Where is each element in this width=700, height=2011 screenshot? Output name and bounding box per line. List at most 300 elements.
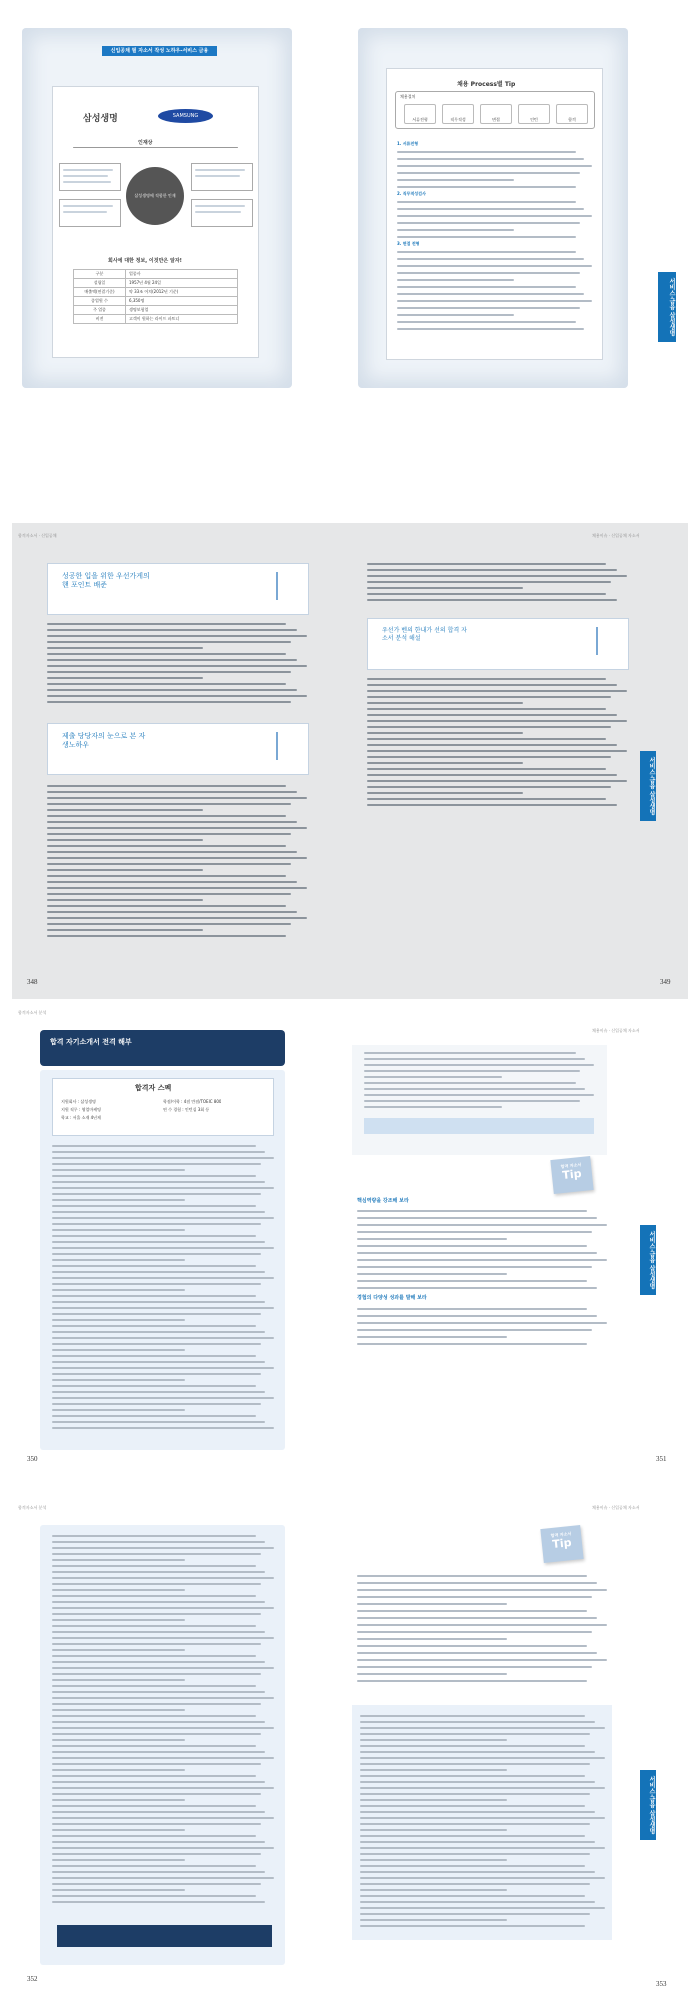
process-step: 서류전형 — [404, 104, 436, 124]
text-line — [357, 1308, 587, 1310]
spread-3: 합격자소서 분석 채용이슈 · 신입공채 자소서 합격 자기소개서 전격 해부 합격자 스펙 지원회사 : 삼성생명 학점/어학 : 4점 만점/TOEIC 800 지원 직무 : 영업마케팅 연 수 경험 : 인턴십 3회 등 학교 : 서울 소재 4년제 350 합격 자소서 Tip 핵심역량을 강조해 보라 경험의 다양성 성과를 말해 보라 서비스·금융 삼성생명 351 — [18, 1010, 667, 1463]
table-row — [74, 315, 238, 324]
page-2-cover — [358, 28, 628, 388]
process-box: 채용절차 서류전형 직무적성 면접 인턴 합격 — [395, 91, 595, 129]
text-line — [357, 1610, 587, 1612]
side-tab-p353: 서비스·금융 삼성생명 — [640, 1770, 656, 1840]
text-line — [52, 1835, 256, 1837]
p350-dark-title: 합격 자기소개서 전격 해부 — [40, 1030, 285, 1066]
page-1-cover — [22, 28, 292, 388]
text-line — [47, 689, 297, 691]
text-line — [47, 797, 307, 799]
text-line — [52, 1319, 185, 1321]
text-line — [52, 1187, 274, 1189]
text-line — [52, 1787, 274, 1789]
text-line — [360, 1817, 605, 1819]
text-line — [52, 1685, 256, 1687]
text-line — [357, 1666, 592, 1668]
text-line — [367, 696, 611, 698]
text-line — [52, 1691, 265, 1693]
side-tab-p351: 서비스·금융 삼성생명 — [640, 1225, 656, 1295]
text-line — [397, 328, 584, 330]
text-line — [52, 1589, 185, 1591]
text-line — [367, 690, 627, 692]
process-step: 인턴 — [518, 104, 550, 124]
text-line — [364, 1082, 576, 1084]
text-line — [357, 1280, 587, 1282]
text-line — [47, 923, 291, 925]
text-line — [357, 1329, 592, 1331]
text-line — [357, 1266, 592, 1268]
text-line — [47, 911, 297, 913]
text-line — [52, 1295, 256, 1297]
text-line — [52, 1823, 261, 1825]
text-line — [52, 1865, 256, 1867]
p348-box-2: 제출 당당자의 눈으로 본 자 생노하우 — [47, 723, 309, 775]
text-line — [367, 792, 523, 794]
text-line — [357, 1603, 507, 1605]
section-3-title: 3. 면접 전형 — [397, 241, 420, 246]
text-line — [52, 1331, 265, 1333]
text-line — [52, 1367, 274, 1369]
text-line — [52, 1721, 265, 1723]
text-line — [52, 1625, 256, 1627]
text-line — [360, 1769, 507, 1771]
text-line — [397, 179, 514, 181]
text-line — [52, 1607, 274, 1609]
text-line — [52, 1877, 274, 1879]
text-line — [360, 1829, 507, 1831]
text-line — [364, 1064, 594, 1066]
text-line — [52, 1247, 274, 1249]
spec-box: 합격자 스펙 지원회사 : 삼성생명 학점/어학 : 4점 만점/TOEIC 800 지원 직무 : 영업마케팅 연 수 경험 : 인턴십 3회 등 학교 : 서울 소재 4년제 — [52, 1078, 274, 1136]
text-line — [47, 695, 307, 697]
text-line — [52, 1361, 265, 1363]
text-line — [360, 1715, 585, 1717]
text-line — [52, 1859, 185, 1861]
text-line — [47, 845, 286, 847]
text-line — [52, 1733, 261, 1735]
text-line — [367, 786, 611, 788]
text-line — [52, 1565, 256, 1567]
text-line — [357, 1224, 607, 1226]
text-line — [364, 1052, 576, 1054]
text-line — [360, 1895, 585, 1897]
text-line — [52, 1637, 274, 1639]
text-line — [52, 1631, 265, 1633]
text-line — [52, 1163, 261, 1165]
table-row-label: 설립일 — [74, 279, 126, 288]
process-step: 합격 — [556, 104, 588, 124]
text-line — [364, 1094, 594, 1096]
text-line — [52, 1781, 265, 1783]
text-line — [52, 1301, 265, 1303]
pen-icon — [276, 572, 292, 600]
text-line — [52, 1535, 256, 1537]
table-row-value: 약 33조 어치(2012년 기준) — [126, 288, 238, 297]
text-line — [360, 1763, 590, 1765]
table-title: 회사에 대한 정보, 이것만은 알자! — [108, 258, 182, 264]
text-line — [357, 1624, 607, 1626]
text-line — [52, 1895, 256, 1897]
text-line — [52, 1181, 265, 1183]
text-line — [52, 1283, 261, 1285]
text-line — [52, 1409, 185, 1411]
text-line — [52, 1271, 265, 1273]
text-line — [360, 1733, 590, 1735]
text-line — [52, 1871, 265, 1873]
trait-box-1 — [59, 163, 121, 191]
trait-box-3 — [191, 163, 253, 191]
text-line — [397, 222, 580, 224]
text-line — [397, 186, 576, 188]
company-name: 삼성생명 — [83, 114, 118, 124]
text-line — [357, 1252, 597, 1254]
text-line — [367, 750, 627, 752]
page-1-paper — [52, 86, 259, 358]
center-circle: 삼성생명에 적합한 인재 — [126, 167, 184, 225]
text-line — [360, 1901, 595, 1903]
spread-4: 합격자소서 분석 채용이슈 · 신입공채 자소서 352 합격 자소서 Tip 서비스·금융 삼성생명 353 — [18, 1505, 667, 1988]
text-line — [52, 1901, 265, 1903]
text-line — [47, 671, 291, 673]
text-line — [47, 647, 203, 649]
text-line — [47, 881, 297, 883]
p348-box-1: 성공한 입을 위한 우선가게의 핸 포인트 배준 — [47, 563, 309, 615]
text-line — [360, 1853, 590, 1855]
text-line — [47, 791, 297, 793]
text-line — [52, 1667, 274, 1669]
page-number-348: 348 — [27, 978, 38, 986]
text-line — [47, 653, 286, 655]
text-line — [357, 1217, 597, 1219]
text-line — [52, 1829, 185, 1831]
text-line — [397, 286, 576, 288]
text-line — [52, 1727, 274, 1729]
text-line — [367, 599, 617, 601]
text-line — [397, 251, 576, 253]
text-line — [357, 1315, 597, 1317]
text-line — [52, 1223, 261, 1225]
text-line — [360, 1757, 605, 1759]
text-line — [357, 1336, 507, 1338]
p349-box: 우선가 벤의 한내가 선의 합격 자소서 분석 해설 — [367, 618, 629, 670]
table-row-value: 고객이 원하는 라이프 파트너 — [126, 315, 238, 324]
text-line — [397, 300, 592, 302]
text-line — [52, 1769, 185, 1771]
text-line — [397, 307, 580, 309]
text-line — [52, 1241, 265, 1243]
text-line — [52, 1697, 274, 1699]
text-line — [367, 575, 627, 577]
text-line — [367, 762, 523, 764]
text-line — [52, 1715, 256, 1717]
text-line — [367, 702, 523, 704]
page-number-350: 350 — [27, 1455, 38, 1463]
text-line — [52, 1157, 274, 1159]
text-line — [52, 1559, 185, 1561]
text-line — [52, 1799, 185, 1801]
text-line — [367, 587, 523, 589]
text-line — [52, 1853, 261, 1855]
text-line — [52, 1391, 265, 1393]
text-line — [52, 1709, 185, 1711]
text-line — [360, 1919, 507, 1921]
text-line — [52, 1337, 274, 1339]
text-line — [47, 857, 307, 859]
text-line — [357, 1596, 592, 1598]
text-line — [52, 1277, 274, 1279]
text-line — [52, 1601, 265, 1603]
text-line — [52, 1235, 256, 1237]
text-line — [397, 172, 580, 174]
text-line — [357, 1631, 592, 1633]
text-line — [367, 774, 617, 776]
text-line — [364, 1088, 585, 1090]
text-line — [52, 1427, 274, 1429]
text-line — [360, 1823, 590, 1825]
text-line — [47, 701, 291, 703]
text-line — [357, 1645, 587, 1647]
text-line — [357, 1343, 587, 1345]
text-line — [357, 1589, 607, 1591]
text-line — [47, 677, 203, 679]
text-line — [52, 1655, 256, 1657]
text-line — [360, 1859, 507, 1861]
text-line — [52, 1229, 185, 1231]
text-line — [47, 827, 307, 829]
text-line — [47, 887, 307, 889]
text-line — [52, 1211, 265, 1213]
text-line — [367, 678, 606, 680]
text-line — [52, 1553, 261, 1555]
text-line — [357, 1287, 597, 1289]
pen-icon-2 — [276, 732, 292, 760]
text-line — [397, 314, 514, 316]
text-line — [52, 1811, 265, 1813]
text-line — [367, 684, 617, 686]
text-line — [360, 1883, 590, 1885]
table-row-value: 생명보험업 — [126, 306, 238, 315]
text-line — [360, 1871, 595, 1873]
text-line — [52, 1343, 261, 1345]
text-line — [52, 1649, 185, 1651]
table-row — [74, 297, 238, 306]
text-line — [367, 726, 611, 728]
page-1-banner: 신입공채 필 자소서 작성 노하우-서비스 금융 — [102, 46, 217, 56]
text-line — [47, 851, 297, 853]
text-line — [52, 1217, 274, 1219]
text-line — [360, 1847, 605, 1849]
text-line — [360, 1781, 595, 1783]
text-line — [367, 804, 617, 806]
text-line — [357, 1575, 587, 1577]
table-row-label: 매출액(연결기준) — [74, 288, 126, 297]
text-line — [360, 1745, 585, 1747]
text-line — [397, 265, 592, 267]
text-line — [360, 1913, 590, 1915]
page-number-353: 353 — [656, 1980, 667, 1988]
text-line — [397, 215, 592, 217]
section-1-title: 1. 서류전형 — [397, 141, 419, 146]
text-line — [360, 1727, 605, 1729]
text-line — [360, 1907, 605, 1909]
text-line — [52, 1817, 274, 1819]
text-line — [52, 1595, 256, 1597]
text-line — [367, 569, 617, 571]
text-line — [52, 1421, 265, 1423]
table-row — [74, 270, 238, 279]
text-line — [397, 272, 580, 274]
text-line — [47, 809, 203, 811]
table-row — [74, 279, 238, 288]
text-line — [52, 1547, 274, 1549]
text-line — [52, 1673, 261, 1675]
p351-callout — [364, 1118, 594, 1134]
text-line — [52, 1373, 261, 1375]
text-line — [47, 635, 307, 637]
text-line — [47, 863, 291, 865]
process-step: 직무적성 — [442, 104, 474, 124]
text-line — [47, 839, 203, 841]
spread-2 — [12, 523, 688, 999]
text-line — [47, 641, 291, 643]
text-line — [47, 629, 297, 631]
text-line — [52, 1571, 265, 1573]
text-line — [360, 1805, 585, 1807]
text-line — [47, 893, 291, 895]
text-line — [52, 1313, 261, 1315]
text-line — [397, 229, 514, 231]
text-line — [367, 708, 606, 710]
text-line — [52, 1619, 185, 1621]
company-info-table — [73, 269, 238, 324]
text-line — [357, 1322, 607, 1324]
text-line — [47, 821, 297, 823]
text-line — [47, 905, 286, 907]
table-row-label: 비전 — [74, 315, 126, 324]
text-line — [367, 756, 611, 758]
text-line — [52, 1757, 274, 1759]
text-line — [360, 1865, 585, 1867]
text-line — [357, 1659, 607, 1661]
text-line — [47, 623, 286, 625]
text-line — [360, 1787, 605, 1789]
text-line — [397, 236, 576, 238]
text-line — [360, 1739, 507, 1741]
table-row-label: 구분 — [74, 270, 126, 279]
text-line — [52, 1403, 261, 1405]
text-line — [357, 1638, 507, 1640]
text-line — [397, 321, 576, 323]
side-tab-p349: 서비스·금융 삼성생명 — [640, 751, 656, 821]
text-line — [364, 1076, 502, 1078]
page-number-352: 352 — [27, 1975, 38, 1983]
table-row-value: 6,350명 — [126, 297, 238, 306]
text-line — [47, 935, 286, 937]
text-line — [52, 1703, 261, 1705]
text-line — [47, 803, 291, 805]
text-line — [52, 1847, 274, 1849]
text-line — [47, 659, 297, 661]
text-line — [397, 201, 576, 203]
text-line — [360, 1775, 585, 1777]
text-line — [52, 1739, 185, 1741]
table-row — [74, 306, 238, 315]
text-line — [357, 1617, 597, 1619]
trait-box-2 — [59, 199, 121, 227]
text-line — [357, 1231, 592, 1233]
text-line — [47, 875, 286, 877]
text-line — [52, 1397, 274, 1399]
text-line — [367, 768, 606, 770]
text-line — [367, 798, 606, 800]
text-line — [360, 1721, 595, 1723]
text-line — [52, 1889, 185, 1891]
text-line — [52, 1259, 185, 1261]
text-line — [52, 1307, 274, 1309]
table-row-label: 종업원 수 — [74, 297, 126, 306]
text-line — [47, 785, 286, 787]
text-line — [367, 744, 617, 746]
text-line — [47, 833, 291, 835]
text-line — [52, 1751, 265, 1753]
table-row-value: 1957년 4월 24일 — [126, 279, 238, 288]
text-line — [52, 1385, 256, 1387]
text-line — [47, 917, 307, 919]
text-line — [47, 869, 203, 871]
text-line — [397, 258, 584, 260]
text-line — [360, 1811, 595, 1813]
table-row-value: 업종사 — [126, 270, 238, 279]
text-line — [52, 1763, 261, 1765]
text-line — [357, 1652, 597, 1654]
text-line — [52, 1379, 185, 1381]
text-line — [357, 1673, 507, 1675]
text-line — [357, 1245, 587, 1247]
text-line — [364, 1106, 502, 1108]
text-line — [52, 1151, 265, 1153]
text-line — [52, 1583, 261, 1585]
text-line — [360, 1799, 507, 1801]
text-line — [364, 1070, 580, 1072]
text-line — [52, 1643, 261, 1645]
text-line — [52, 1265, 256, 1267]
text-line — [47, 665, 307, 667]
text-line — [52, 1193, 261, 1195]
text-line — [357, 1238, 507, 1240]
text-line — [52, 1325, 256, 1327]
text-line — [367, 581, 611, 583]
text-line — [357, 1273, 507, 1275]
text-line — [52, 1775, 256, 1777]
text-line — [367, 780, 627, 782]
section-2-title: 2. 직무적성검사 — [397, 191, 426, 196]
p352-callout — [57, 1925, 272, 1947]
spread-1 — [0, 0, 700, 520]
side-tab-p2: 서비스·금융 삼성생명 — [658, 272, 676, 342]
text-line — [47, 683, 286, 685]
text-line — [367, 720, 627, 722]
table-row — [74, 288, 238, 297]
text-line — [397, 151, 576, 153]
text-line — [52, 1415, 256, 1417]
text-line — [397, 293, 584, 295]
text-line — [52, 1613, 261, 1615]
text-line — [52, 1679, 185, 1681]
samsung-logo: SAMSUNG — [158, 109, 213, 123]
text-line — [364, 1100, 580, 1102]
